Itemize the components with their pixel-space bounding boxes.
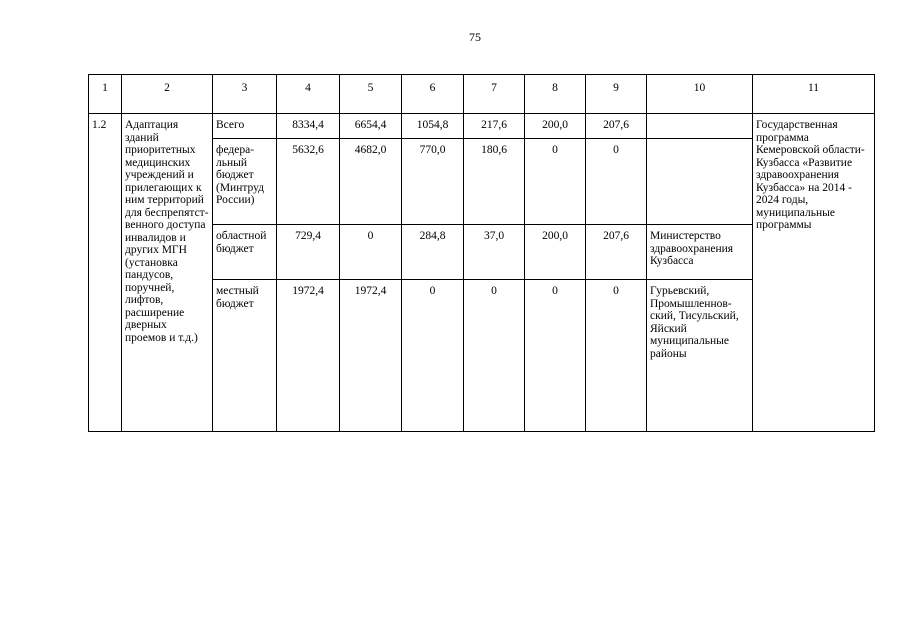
header-cell: 3	[213, 75, 277, 114]
value-cell: 284,8	[402, 225, 464, 280]
executor-cell	[647, 114, 753, 139]
value-cell: 217,6	[464, 114, 525, 139]
value-cell: 0	[586, 139, 647, 225]
value-cell: 0	[586, 280, 647, 432]
executor-cell	[647, 139, 753, 225]
header-row	[89, 75, 875, 114]
funding-source: областной бюджет	[213, 225, 277, 280]
value-cell: 0	[464, 280, 525, 432]
program-cell: Государственная программа Кемеровской области- Кузбасса «Развитие здравоохранения Кузбасса» на 2014 - 2024 годы, муниципальные программы	[753, 114, 875, 432]
funding-source: федера-льный бюджет (Минтруд России)	[213, 139, 277, 225]
value-cell: 8334,4	[277, 114, 340, 139]
value-cell: 207,6	[586, 225, 647, 280]
funding-source: местный бюджет	[213, 280, 277, 432]
value-cell: 770,0	[402, 139, 464, 225]
header-cell: 10	[647, 75, 753, 114]
header-cell: 2	[122, 75, 213, 114]
header-cell: 5	[340, 75, 402, 114]
value-cell: 729,4	[277, 225, 340, 280]
value-cell: 0	[525, 139, 586, 225]
header-cell: 6	[402, 75, 464, 114]
header-cell: 11	[753, 75, 875, 114]
program-table	[88, 74, 875, 432]
executor-cell: Министерство здравоохранения Кузбасса	[647, 225, 753, 280]
value-cell: 4682,0	[340, 139, 402, 225]
value-cell: 1972,4	[277, 280, 340, 432]
value-cell: 207,6	[586, 114, 647, 139]
value-cell: 37,0	[464, 225, 525, 280]
value-cell: 1972,4	[340, 280, 402, 432]
item-description: Адаптация зданий приоритетных медицинских учреждений и прилегающих к ним территорий для беспрепятст-венного доступа инвалидов и других МГН (установка пандусов, поручней, лифтов, расширение дверных проемов и т.д.)	[122, 114, 213, 432]
table-row	[89, 114, 875, 139]
header-cell: 4	[277, 75, 340, 114]
page-number: 75	[469, 30, 481, 44]
value-cell: 0	[402, 280, 464, 432]
value-cell: 200,0	[525, 225, 586, 280]
header-cell: 9	[586, 75, 647, 114]
value-cell: 180,6	[464, 139, 525, 225]
value-cell: 5632,6	[277, 139, 340, 225]
item-number: 1.2	[89, 114, 122, 432]
value-cell: 200,0	[525, 114, 586, 139]
header-cell: 8	[525, 75, 586, 114]
value-cell: 0	[525, 280, 586, 432]
value-cell: 1054,8	[402, 114, 464, 139]
value-cell: 6654,4	[340, 114, 402, 139]
value-cell: 0	[340, 225, 402, 280]
funding-source: Всего	[213, 114, 277, 139]
header-cell: 1	[89, 75, 122, 114]
header-cell: 7	[464, 75, 525, 114]
executor-cell: Гурьевский, Промышленнов-ский, Тисульский, Яйский муниципальные районы	[647, 280, 753, 432]
